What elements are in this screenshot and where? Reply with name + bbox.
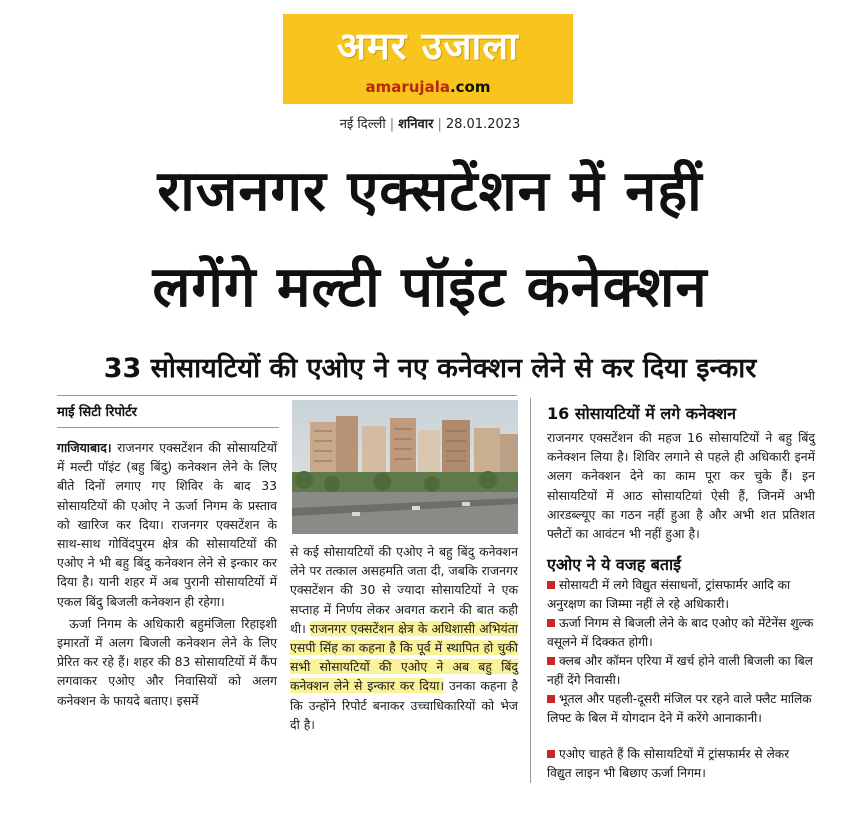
divider-top [57, 395, 517, 396]
reason-list-item: भूतल और पहली-दूसरी मंजिल पर रहने वाले फ्लैट मालिक लिफ्ट के बिल में योगदान देने में करेंगे आनाकानी। [547, 692, 812, 725]
headline-line-2: लगेंगे मल्टी पॉइंट कनेक्शन [152, 255, 708, 320]
article-column-2 [290, 542, 518, 737]
red-square-bullet-icon [547, 581, 555, 589]
edition-day: शनिवार [398, 117, 434, 132]
sidebar-title-reasons: एओए ने ये वजह बताईं [547, 555, 682, 574]
edition-dateline: नई दिल्ली | शनिवार | 28.01.2023 [339, 117, 521, 132]
edition-city: नई दिल्ली [339, 117, 386, 132]
news-photo-apartment-towers [292, 400, 518, 534]
red-square-bullet-icon [547, 695, 555, 703]
cityscape-illustration [292, 400, 518, 534]
red-square-bullet-icon [547, 619, 555, 627]
edition-date: 28.01.2023 [445, 117, 521, 132]
sub-headline: 33 सोसायटियों की एओए ने नए कनेक्शन लेने से कर दिया इन्कार [103, 353, 757, 384]
masthead-logo-block [283, 14, 573, 104]
red-square-bullet-icon [547, 750, 555, 758]
reason-list-item: ऊर्जा निगम से बिजली लेने के बाद एओए को मेंटेनेंस शुल्क वसूलने में दिक्कत होगी। [547, 616, 814, 649]
highlighted-quote: राजनगर एक्सटेंशन क्षेत्र के अधिशासी अभियंता एसपी सिंह का कहना है कि पूर्व में स्थापित हो चुकी सभी सोसायटियों की एओए ने अब बहु बिंदु कनेक्शन लेने से इन्कार कर दिया। [290, 620, 518, 694]
reason-list-item: क्लब और कॉमन एरिया में खर्च होने वाली बिजली का बिल नहीं देंगे निवासी। [547, 654, 813, 687]
website-url: amarujala.com [365, 78, 491, 96]
article-paragraph: से कई सोसायटियों की एओए ने बहु बिंदु कनेक्शन लेने पर तत्काल असहमति जता दी, जबकि राजनगर एक्सटेंशन की 30 से ज्यादा सोसायटियों ने एक सप्ताह में निर्णय लेकर अवगत कराने की बात कही थी। राजनगर एक्सटेंशन क्षेत्र के अधिशासी अभियंता एसपी सिंह का कहना है कि पूर्व में स्थापित हो चुकी सभी सोसायटियों की एओए ने अब बहु बिंदु कनेक्शन लेने से इन्कार कर दिया। उनका कहना है कि उन्होंने रिपोर्ट बनाकर उच्चाधिकारियों को भेज दी है। [290, 544, 518, 732]
article-paragraph: गाजियाबाद। राजनगर एक्सटेंशन की सोसायटियों में मल्टी पॉइंट (बहु बिंदु) कनेक्शन लेने के लिए बीते दिनों लगाए गए शिविर के बाद 33 सोसायटियों की एओए ने ऊर्जा निगम के प्रस्ताव को खारिज कर दिया। राजनगर एक्सटेंशन के साथ-साथ गोविंदपुरम क्षेत्र की सोसायटियों की एओए ने भी बहु बिंदु कनेक्शन लेने से इन्कार कर दिया है। यानी शहर में अब पुरानी सोसायटियों में एकल बिंदु बिजली कनेक्शन ही रहेगा। [57, 440, 277, 609]
sidebar-paragraph: राजनगर एक्सटेंशन की महज 16 सोसायटियों ने बहु बिंदु कनेक्शन लिया है। शिविर लगाने से पहले ही अधिकारी इनमें अलग कनेक्शन देने का काम पूरा कर चुके हैं। इन सोसायटियों में आठ सोसायटियां ऐसी हैं, जिनमें अभी आरडब्ल्यूए का गठन नहीं हुआ है और अभी शत प्रतिशत फ्लैटों का आवंटन भी नहीं हुआ है। [547, 430, 815, 542]
article-column-1 [57, 438, 277, 713]
dateline-place: गाजियाबाद। [57, 440, 112, 455]
article-paragraph: ऊर्जा निगम के अधिकारी बहुमंजिला रिहाइशी इमारतों में अलग बिजली कनेक्शन लेने के लिए प्रेरित कर रहे हैं। शहर की 83 सोसायटियों में कैंप लगवाकर एओए और निवासियों को अलग कनेक्शन के फायदे बताए। इसमें [57, 615, 277, 708]
reason-list-item: एओए चाहते हैं कि सोसायटियों में ट्रांसफार्मर से लेकर विद्युत लाइन भी बिछाए ऊर्जा निगम। [547, 747, 790, 780]
divider-column [530, 398, 531, 783]
headline-line-1: राजनगर एक्सटेंशन में नहीं [157, 159, 703, 224]
reason-list-item: सोसायटी में लगे विद्युत संसाधनों, ट्रांसफार्मर आदि का अनुरक्षण का जिम्मा नहीं ले रहे अधिकारी। [547, 578, 791, 611]
red-square-bullet-icon [547, 657, 555, 665]
sidebar-title-connections: 16 सोसायटियों में लगे कनेक्शन [547, 404, 737, 423]
newspaper-logo: अमर उजाला [337, 24, 519, 68]
byline: माई सिटी रिपोर्टर [57, 405, 137, 420]
divider-byline [57, 427, 279, 428]
